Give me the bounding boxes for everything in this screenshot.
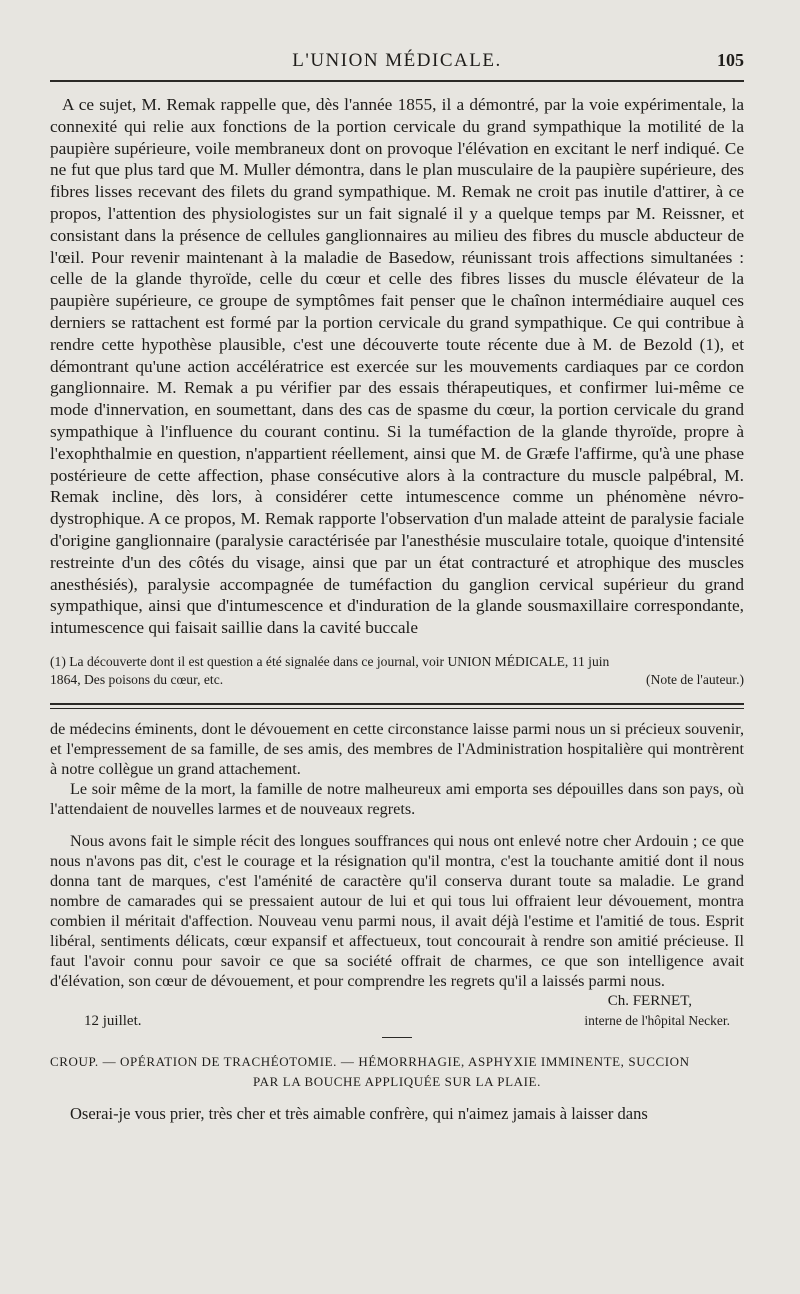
main-article-text	[50, 94, 744, 639]
signature-role: interne de l'hôpital Necker.	[584, 1012, 730, 1028]
section-heading-line-2: PAR LA BOUCHE APPLIQUÉE SUR LA PLAIE.	[253, 1073, 541, 1089]
signature-name: Ch. FERNET,	[607, 992, 692, 1009]
footnote	[50, 653, 744, 689]
section-heading	[50, 1052, 744, 1092]
closing-line: Oserai-je vous prier, très cher et très aimable confrère, qui n'aimez jamais à laisser dans	[70, 1103, 648, 1123]
obituary-paragraph: de médecins éminents, dont le dévouement en cette circonstance laisse parmi nous un si précieux souvenir, et l'empressement de sa famille, de ses amis, des membres de l'Administration hospitalière qui montrèrent à notre collègue un grand attachement.	[50, 719, 744, 778]
section-heading-line-1: CROUP. — OPÉRATION DE TRACHÉOTOMIE. — HÉMORRHAGIE, ASPHYXIE IMMINENTE, SUCCION	[50, 1053, 690, 1069]
section-divider	[50, 703, 744, 709]
footnote-line-1: (1) La découverte dont il est question a été signalée dans ce journal, voir UNION MÉDICALE, 11 juin	[50, 653, 610, 669]
short-rule	[382, 1037, 412, 1038]
page-number: 105	[717, 50, 744, 70]
obituary-text	[50, 719, 744, 991]
signature-date: 12 juillet.	[84, 1012, 142, 1029]
signature-block	[50, 991, 744, 1033]
running-head	[50, 44, 744, 74]
header-rule	[50, 80, 744, 82]
footnote-attribution: (Note de l'auteur.)	[646, 671, 744, 687]
obituary-paragraph: Nous avons fait le simple récit des longues souffrances qui nous ont enlevé notre cher Ardouin ; ce que nous n'avons pas dit, c'est le courage et la résignation qu'il montra, c'est la touchante amitié dont il nous donna tant de marques, c'est l'aménité de caractère qu'il conserva durant toute sa maladie. Le grand nombre de camarades qui se pressaient autour de lui et qui tous lui offraient leur dévouement, montra combien il méritait d'affection. Nouveau venu parmi nous, il avait déjà l'estime et l'amitié de tous. Esprit libéral, sentiments délicats, cœur expansif et affectueux, tout concourait à rendre son amitié précieuse. Il faut l'avoir connu pour savoir ce que sa société offrait de charmes, ce que son intelligence avait d'élévation, son cœur de dévouement, et pour comprendre les regrets qu'il a laissés parmi nous.	[50, 831, 744, 990]
obituary-paragraph: Le soir même de la mort, la famille de notre malheureux ami emporta ses dépouilles dans son pays, où l'attendaient de nouvelles larmes et de nouveaux regrets.	[50, 779, 744, 818]
journal-title: L'UNION MÉDICALE.	[292, 50, 502, 71]
article-paragraph: A ce sujet, M. Remak rappelle que, dès l'année 1855, il a démontré, par la voie expérimentale, la connexité qui relie aux fonctions de la portion cervicale du grand sympathique la motilité de la paupière supérieure, voile membraneux dont on provoque l'élévation en excitant le nerf indiqué. Ce ne fut que plus tard que M. Muller démontra, dans le plan musculaire de la paupière supérieure, des fibres lisses recevant des filets du grand sympathique. M. Remak ne croit pas inutile d'attirer, à ce propos, l'attention des physiologistes sur un fait signalé il y a quelque temps par M. Reissner, et consistant dans la présence de cellules ganglionnaires au milieu des fibres du muscle abducteur de l'œil. Pour revenir maintenant à la maladie de Basedow, réunissant trois affections simultanées : celle de la glande thyroïde, celle du cœur et celle des fibres lisses du muscle élévateur de la paupière supérieure, ce groupe de symptômes fait penser que le chaînon intermédiaire auquel ces derniers se rattachent est formé par la portion cervicale du grand sympathique. Ce qui contribue à rendre cette hypothèse plausible, c'est une découverte toute récente due à M. de Bezold (1), et démontrant qu'une action accélératrice est exercée sur les mouvements cardiaques par ce cordon ganglionnaire. M. Remak a pu vérifier par des essais thérapeutiques, et confirmer lui-même ce mode d'innervation, en soumettant, dans des cas de spasme du cœur, la portion cervicale du grand sympathique à l'influence du courant continu. Si la tuméfaction de la glande thyroïde, propre à l'exophthalmie en question, n'appartient réellement, ainsi que M. de Græfe l'affirme, qu'à une phase postérieure de cette affection, phase consécutive alors à la contracture du muscle palpébral, M. Remak incline, dès lors, à considérer cette intumescence comme un phénomène névro-dystrophique. A ce propos, M. Remak rapporte l'observation d'un malade atteint de paralysie faciale d'origine ganglionnaire (paralysie caractérisée par l'anesthésie musculaire totale, quoique d'intensité restreinte d'un des côtés du visage, ainsi que par un état contracturé et atrophique des muscles anesthésiés), paralysie accompagnée de tuméfaction du ganglion cervical supérieur du grand sympathique, ainsi que d'intumescence et d'induration de la glande sousmaxillaire correspondante, intumescence qui faisait saillie dans la cavité buccale	[50, 95, 744, 638]
footnote-citation: 1864, Des poisons du cœur, etc.	[50, 671, 224, 687]
